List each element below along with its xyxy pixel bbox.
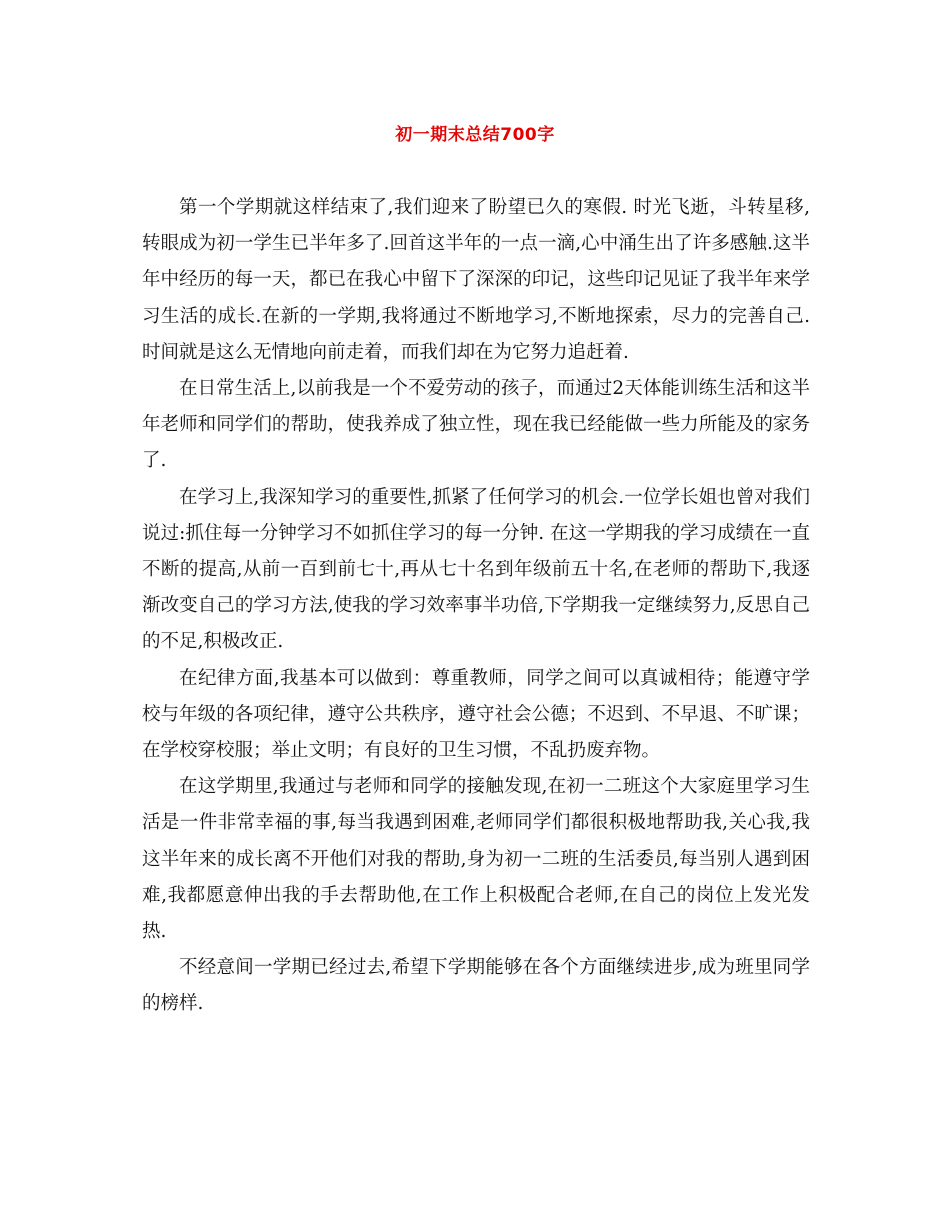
paragraph-5: 在这学期里,我通过与老师和同学的接触发现,在初一二班这个大家庭里学习生活是一件非常幸福的事,每当我遇到困难,老师同学们都很积极地帮助我,关心我,我这半年来的成长离不开他们对我的帮助,身为初一二班的生活委员,每当别人遇到困难,我都愿意伸出我的手去帮助他,在工作上积极配合老师,在自己的岗位上发光发热. — [142, 776, 810, 943]
paragraph-1: 第一个学期就这样结束了,我们迎来了盼望已久的寒假. 时光飞逝，斗转星移,转眼成为初一学生已半年多了.回首这半年的一点一滴,心中涌生出了许多感触.这半年中经历的每一天，都已在我心中留下了深深的印记，这些印记见证了我半年来学习生活的成长.在新的一学期,我将通过不断地学习,不断地探索，尽力的完善自己.时间就是这么无情地向前走着，而我们却在为它努力追赶着. — [142, 197, 810, 363]
document-body — [142, 190, 810, 1023]
document-title: 初一期末总结700字 — [395, 125, 555, 145]
paragraph-2: 在日常生活上,以前我是一个不爱劳动的孩子，而通过2天体能训练生活和这半年老师和同学们的帮助，使我养成了独立性，现在我已经能做一些力所能及的家务了. — [142, 378, 810, 472]
paragraph-6: 不经意间一学期已经过去,希望下学期能够在各个方面继续进步,成为班里同学的榜样. — [142, 957, 810, 1015]
paragraph-3: 在学习上,我深知学习的重要性,抓紧了任何学习的机会.一位学长姐也曾对我们说过:抓住每一分钟学习不如抓住学习的每一分钟. 在这一学期我的学习成绩在一直不断的提高,从前一百到前七十,再从七十名到年级前五十名,在老师的帮助下,我逐渐改变自己的学习方法,使我的学习效率事半功倍,下学期我一定继续努力,反思自己的不足,积极改正. — [142, 486, 810, 653]
paragraph-4: 在纪律方面,我基本可以做到：尊重教师，同学之间可以真诚相待；能遵守学校与年级的各项纪律，遵守公共秩序，遵守社会公德；不迟到、不早退、不旷课；在学校穿校服；举止文明；有良好的卫生习惯，不乱扔废弃物。 — [142, 667, 810, 762]
